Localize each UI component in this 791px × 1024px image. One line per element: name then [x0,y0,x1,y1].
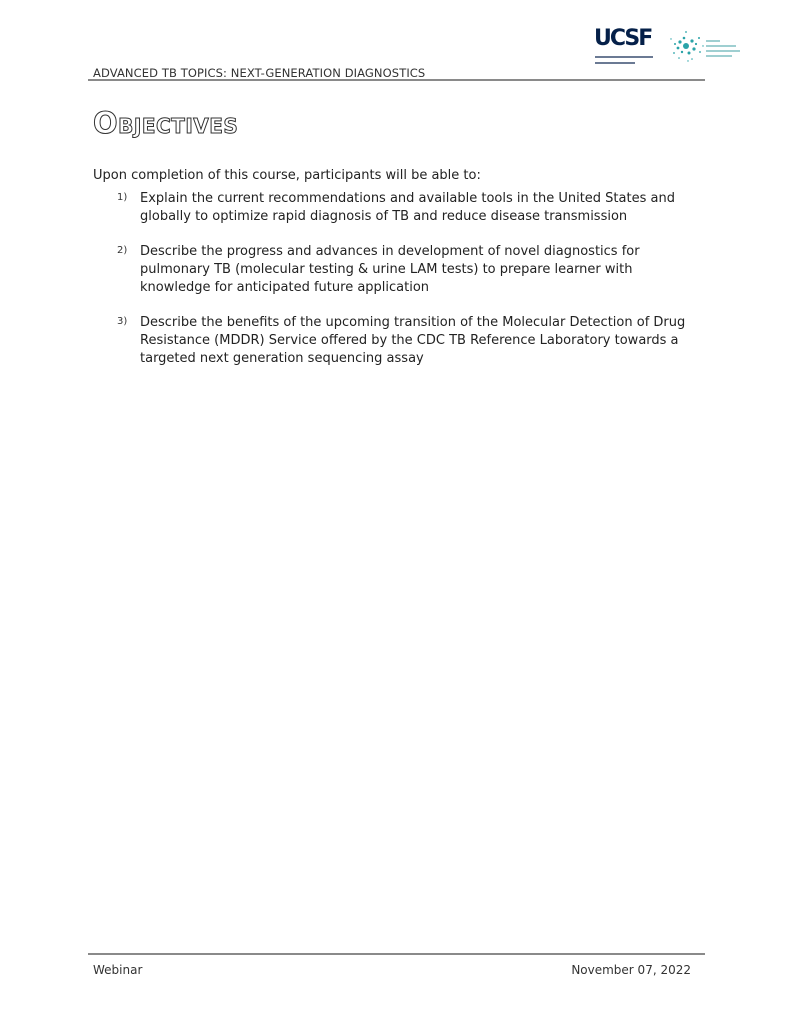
ucsf-logo [594,28,654,68]
objective-item [93,243,693,297]
page-title: Objectives [93,106,239,140]
ucsf-logo-subtitle-lines [595,56,655,68]
objective-item [93,190,693,226]
objective-text: Explain the current recommendations and available tools in the United States and globally to optimize rapid diagnosis of TB and reduce disease transmission [140,191,675,224]
intro-text: Upon completion of this course, participants will be able to: [93,168,481,183]
footer-date: November 07, 2022 [571,963,691,977]
objective-number: 2) [117,245,128,256]
curry-center-logo [668,28,744,68]
footer-divider [88,953,705,955]
objective-number: 3) [117,316,128,327]
objective-item [93,314,693,368]
header-divider [88,79,705,81]
objectives-list [93,190,693,385]
header-logos [594,28,744,72]
ucsf-logo-wordmark: UCSF [594,26,652,51]
footer-left-text: Webinar [93,963,143,977]
curry-center-burst-icon [668,28,708,64]
curry-center-logo-text-lines [706,40,740,60]
objective-text: Describe the progress and advances in development of novel diagnostics for pulmonary TB (molecular testing & urine LAM tests) to prepare learner with knowledge for anticipated future application [140,244,640,295]
objective-number: 1) [117,192,128,203]
objective-text: Describe the benefits of the upcoming transition of the Molecular Detection of Drug Resistance (MDDR) Service offered by the CDC TB Reference Laboratory towards a targeted next generation sequencing assay [140,315,686,366]
header-title: ADVANCED TB TOPICS: NEXT-GENERATION DIAGNOSTICS [93,66,426,80]
